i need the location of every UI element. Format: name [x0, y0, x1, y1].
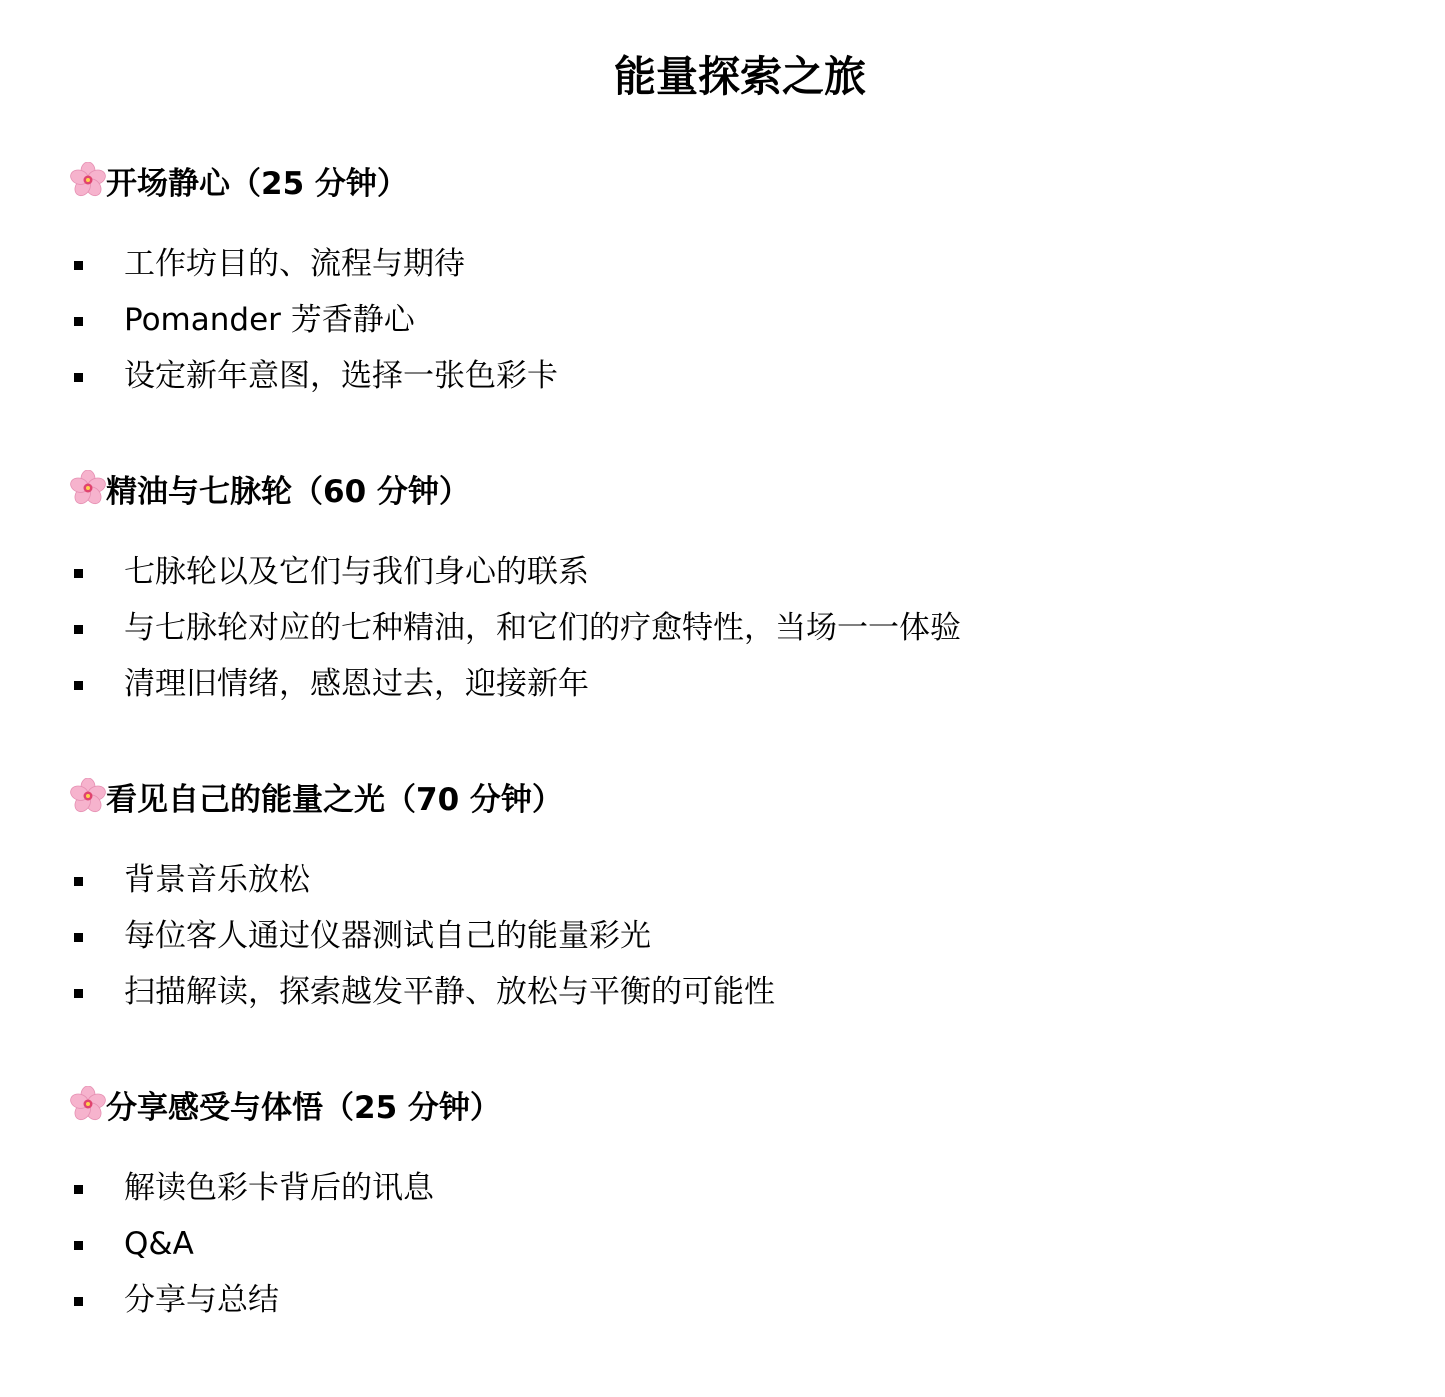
bullet-icon — [74, 373, 83, 382]
list-item — [70, 964, 775, 1020]
list-item-text: 每位客人通过仪器测试自己的能量彩光 — [124, 918, 651, 954]
bullet-icon — [74, 625, 83, 634]
bullet-icon — [74, 877, 83, 886]
bullet-icon — [74, 989, 83, 998]
section-heading-text: 开场静心（25 分钟） — [106, 165, 408, 202]
list-item-text: 背景音乐放松 — [124, 862, 310, 898]
section-items — [70, 852, 775, 1020]
section-heading-text: 看见自己的能量之光（70 分钟） — [106, 781, 563, 818]
list-item — [70, 1160, 434, 1216]
section-items — [70, 236, 558, 404]
list-item-text: Q&A — [124, 1226, 194, 1262]
section-heading-text: 精油与七脉轮（60 分钟） — [106, 473, 470, 510]
section-heading — [70, 774, 563, 818]
list-item — [70, 908, 775, 964]
list-item — [70, 348, 558, 404]
section-heading — [70, 1082, 501, 1126]
section-items — [70, 544, 961, 712]
list-item — [70, 292, 558, 348]
section-heading-text: 分享感受与体悟（25 分钟） — [106, 1089, 501, 1126]
bullet-icon — [74, 261, 83, 270]
list-item — [70, 1272, 434, 1328]
bullet-icon — [74, 681, 83, 690]
bullet-icon — [74, 569, 83, 578]
list-item-text: 解读色彩卡背后的讯息 — [124, 1170, 434, 1206]
list-item — [70, 236, 558, 292]
section-essential-oils — [70, 466, 961, 702]
list-item — [70, 600, 961, 656]
bullet-icon — [74, 1185, 83, 1194]
cherry-blossom-icon — [70, 162, 106, 198]
list-item — [70, 852, 775, 908]
cherry-blossom-icon — [70, 470, 106, 506]
section-energy-light — [70, 774, 775, 1010]
list-item-text: 工作坊目的、流程与期待 — [124, 246, 465, 282]
list-item-text: 清理旧情绪，感恩过去，迎接新年 — [124, 666, 589, 702]
section-heading — [70, 158, 408, 202]
section-items — [70, 1160, 434, 1328]
cherry-blossom-icon — [70, 1086, 106, 1122]
list-item — [70, 656, 961, 712]
list-item-text: 扫描解读，探索越发平静、放松与平衡的可能性 — [124, 974, 775, 1010]
section-heading — [70, 466, 470, 510]
list-item-text: 设定新年意图，选择一张色彩卡 — [124, 358, 558, 394]
list-item-text: 七脉轮以及它们与我们身心的联系 — [124, 554, 589, 590]
list-item-text: 与七脉轮对应的七种精油，和它们的疗愈特性，当场一一体验 — [124, 610, 961, 646]
section-sharing — [70, 1082, 501, 1318]
bullet-icon — [74, 1297, 83, 1306]
list-item-text: 分享与总结 — [124, 1282, 279, 1318]
page-title: 能量探索之旅 — [613, 52, 866, 101]
list-item-text: Pomander 芳香静心 — [124, 302, 415, 338]
cherry-blossom-icon — [70, 778, 106, 814]
list-item — [70, 1216, 434, 1272]
list-item — [70, 544, 961, 600]
bullet-icon — [74, 317, 83, 326]
bullet-icon — [74, 933, 83, 942]
section-opening — [70, 158, 558, 394]
bullet-icon — [74, 1241, 83, 1250]
